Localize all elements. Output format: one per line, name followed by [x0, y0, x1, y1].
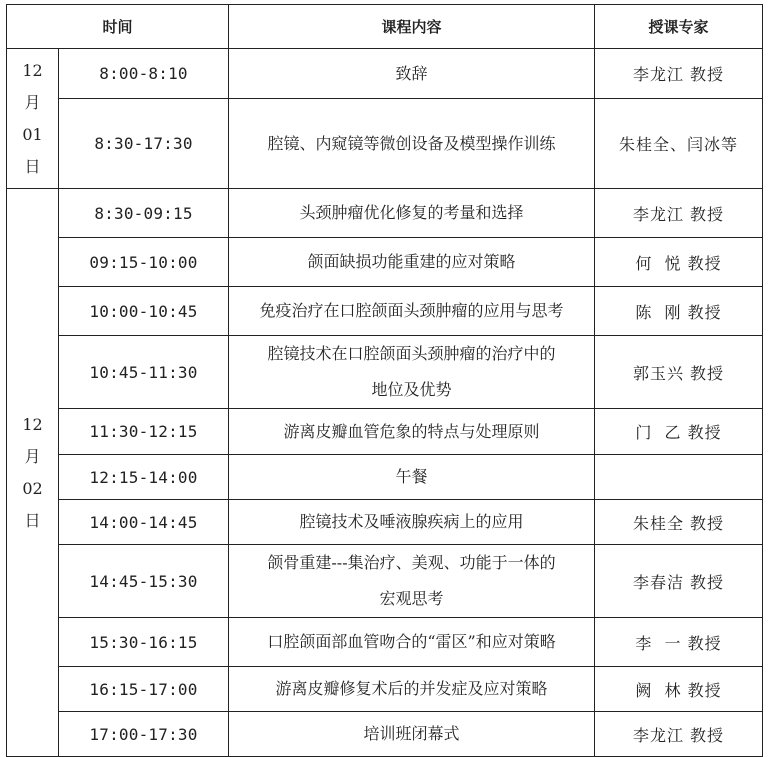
session-expert: 李龙江 教授 — [595, 189, 763, 238]
session-content: 午餐 — [229, 455, 595, 500]
session-content: 头颈肿瘤优化修复的考量和选择 — [229, 189, 595, 238]
date-cell-day1: 12 月 01 日 — [7, 49, 59, 189]
session-time: 11:30-12:15 — [59, 409, 229, 455]
table-row — [7, 545, 763, 618]
table-row — [7, 455, 763, 500]
session-expert: 阙 林 教授 — [595, 667, 763, 712]
session-content: 免疫治疗在口腔颌面头颈肿瘤的应用与思考 — [229, 287, 595, 336]
session-time: 8:00-8:10 — [59, 49, 229, 99]
session-expert: 何 悦 教授 — [595, 238, 763, 287]
header-time: 时间 — [7, 5, 229, 49]
content-line: 颌骨重建---集治疗、美观、功能于一体的 — [267, 553, 556, 572]
session-content: 腔镜技术及唾液腺疾病上的应用 — [229, 500, 595, 545]
content-line: 宏观思考 — [379, 589, 444, 608]
session-expert: 李龙江 教授 — [595, 712, 763, 757]
table-row — [7, 667, 763, 712]
session-content: 游离皮瓣血管危象的特点与处理原则 — [229, 409, 595, 455]
training-schedule-table — [6, 4, 763, 757]
session-content: 游离皮瓣修复术后的并发症及应对策略 — [229, 667, 595, 712]
session-expert: 门 乙 教授 — [595, 409, 763, 455]
session-content: 致辞 — [229, 49, 595, 99]
session-expert: 李龙江 教授 — [595, 49, 763, 99]
session-expert: 陈 刚 教授 — [595, 287, 763, 336]
table-row — [7, 49, 763, 99]
header-expert: 授课专家 — [595, 5, 763, 49]
session-content: 口腔颌面部血管吻合的“雷区”和应对策略 — [229, 618, 595, 667]
session-time: 14:00-14:45 — [59, 500, 229, 545]
header-content: 课程内容 — [229, 5, 595, 49]
table-header-row — [7, 5, 763, 49]
table-row — [7, 99, 763, 189]
table-row — [7, 189, 763, 238]
session-time: 8:30-09:15 — [59, 189, 229, 238]
table-row — [7, 712, 763, 757]
session-time: 8:30-17:30 — [59, 99, 229, 189]
session-time: 15:30-16:15 — [59, 618, 229, 667]
session-time: 14:45-15:30 — [59, 545, 229, 618]
content-line: 腔镜技术在口腔颌面头颈肿瘤的治疗中的 — [267, 344, 556, 363]
content-line: 地位及优势 — [371, 380, 452, 399]
session-content: 腔镜、内窥镜等微创设备及模型操作训练 — [229, 99, 595, 189]
session-time: 16:15-17:00 — [59, 667, 229, 712]
table-row — [7, 500, 763, 545]
session-expert: 朱桂全 教授 — [595, 500, 763, 545]
session-content: 颌面缺损功能重建的应对策略 — [229, 238, 595, 287]
table-row — [7, 238, 763, 287]
session-expert: 朱桂全、闫冰等 — [595, 99, 763, 189]
session-time: 12:15-14:00 — [59, 455, 229, 500]
session-expert: 李春洁 教授 — [595, 545, 763, 618]
session-content — [229, 545, 595, 618]
table-row — [7, 287, 763, 336]
session-time: 17:00-17:30 — [59, 712, 229, 757]
session-expert — [595, 455, 763, 500]
session-content: 培训班闭幕式 — [229, 712, 595, 757]
session-time: 09:15-10:00 — [59, 238, 229, 287]
table-row — [7, 409, 763, 455]
session-time: 10:00-10:45 — [59, 287, 229, 336]
session-time: 10:45-11:30 — [59, 336, 229, 409]
session-content — [229, 336, 595, 409]
table-row — [7, 618, 763, 667]
session-expert: 李 一 教授 — [595, 618, 763, 667]
date-cell-day2: 12 月 02 日 — [7, 189, 59, 757]
session-expert: 郭玉兴 教授 — [595, 336, 763, 409]
table-row — [7, 336, 763, 409]
